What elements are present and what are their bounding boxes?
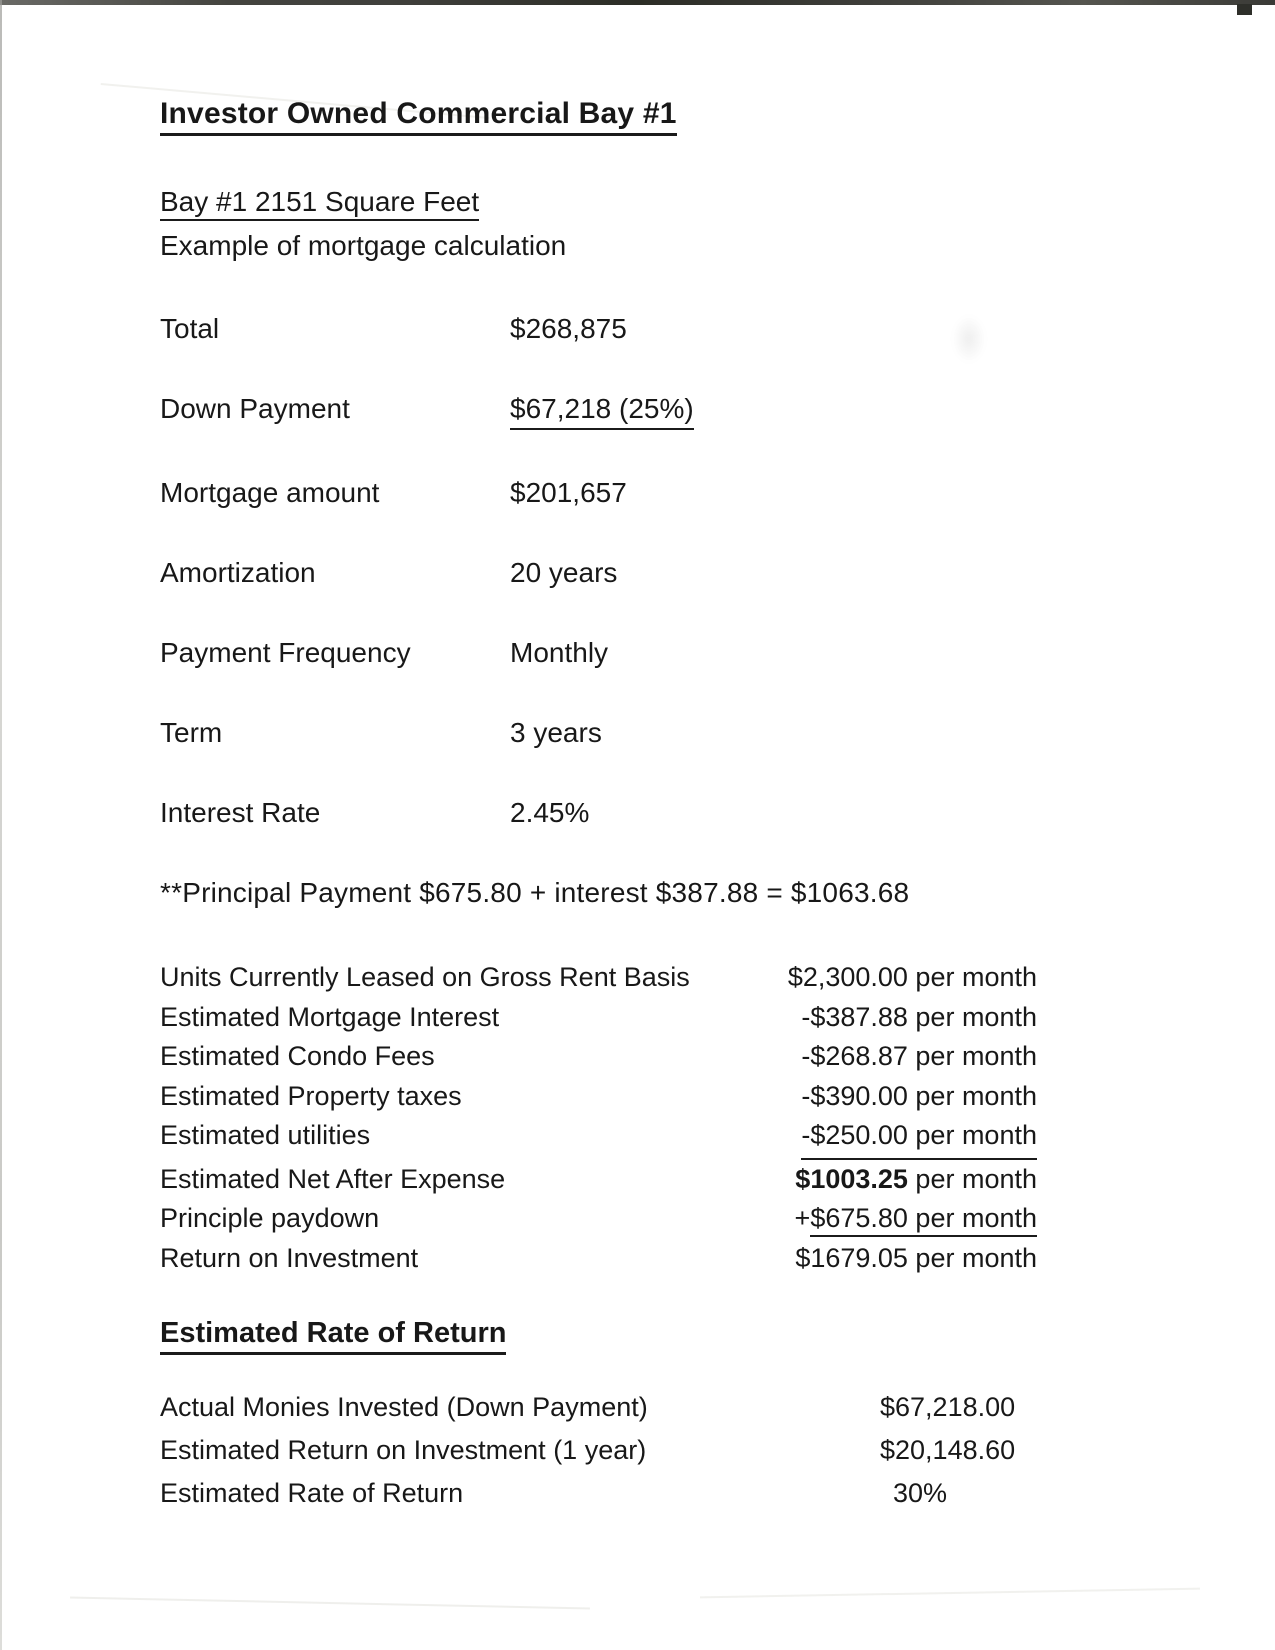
row-label: Total	[160, 313, 220, 344]
scan-artifact-line	[70, 1597, 590, 1610]
row-value: -$268.87 per month	[801, 1041, 1037, 1071]
row-value: $268,875	[510, 313, 627, 344]
row-value	[795, 1199, 1037, 1239]
document-title-line	[160, 96, 1120, 132]
example-caption: Example of mortgage calculation	[160, 230, 567, 261]
table-row	[160, 1429, 1040, 1472]
scan-artifact-corner-mark	[1237, 4, 1252, 15]
net-after-expense-unit: per month	[907, 1163, 1037, 1194]
plus-prefix: +	[794, 1203, 811, 1233]
row-label: Estimated Condo Fees	[160, 1041, 435, 1071]
row-label: Down Payment	[160, 393, 350, 424]
row-label: Actual Monies Invested (Down Payment)	[160, 1392, 648, 1422]
table-row	[160, 1116, 1037, 1160]
rate-of-return-heading: Estimated Rate of Return	[160, 1317, 506, 1355]
document-content	[160, 96, 1120, 1515]
row-label: Return on Investment	[160, 1242, 419, 1273]
row-value: $20,148.60	[880, 1435, 1016, 1465]
row-label: Units Currently Leased on Gross Rent Basis	[160, 962, 690, 992]
row-value	[795, 1160, 1037, 1200]
row-label: Interest Rate	[160, 797, 321, 828]
row-label: Estimated Return on Investment (1 year)	[160, 1435, 647, 1465]
table-row	[160, 1239, 1037, 1279]
table-row	[160, 556, 1120, 590]
table-row	[160, 392, 1120, 430]
table-row	[160, 958, 1037, 998]
row-label: Payment Frequency	[160, 637, 411, 668]
row-value: 30%	[893, 1478, 948, 1508]
scan-artifact-left-edge	[0, 0, 2, 1650]
table-row	[160, 716, 1120, 750]
rate-of-return-table	[160, 1386, 1040, 1515]
mortgage-table	[160, 312, 1120, 830]
table-row	[160, 1037, 1037, 1077]
row-value: 2.45%	[510, 797, 590, 828]
row-value: $201,657	[510, 477, 627, 508]
row-label: Estimated Net After Expense	[160, 1163, 506, 1194]
principle-paydown-amount: $675.80 per month	[810, 1203, 1037, 1237]
table-row	[160, 1077, 1037, 1117]
row-value: $67,218 (25%)	[510, 392, 694, 430]
rate-of-return-heading-line	[160, 1314, 1120, 1352]
table-row	[160, 1472, 1040, 1515]
row-label: Estimated utilities	[160, 1120, 371, 1150]
row-label: Amortization	[160, 557, 316, 588]
table-row	[160, 312, 1120, 346]
table-row	[160, 1386, 1040, 1429]
table-row	[160, 1160, 1037, 1200]
bay-subtitle-line	[160, 184, 1120, 220]
scan-artifact-line	[700, 1588, 1200, 1599]
row-value: $2,300.00 per month	[787, 962, 1037, 992]
row-value: -$390.00 per month	[801, 1080, 1037, 1111]
bay-subtitle: Bay #1 2151 Square Feet	[160, 186, 479, 221]
scan-artifact-top-edge	[0, 0, 1275, 5]
table-row	[160, 796, 1120, 830]
row-label: Estimated Rate of Return	[160, 1478, 464, 1508]
net-after-expense-amount: $1003.25	[795, 1163, 908, 1194]
row-value: 3 years	[510, 717, 602, 748]
row-value: 20 years	[510, 557, 618, 588]
cashflow-table	[160, 958, 1037, 1278]
row-value: Monthly	[510, 637, 609, 668]
table-row	[160, 998, 1037, 1038]
table-row	[160, 1199, 1037, 1239]
row-label: Mortgage amount	[160, 477, 380, 508]
row-value: -$387.88 per month	[801, 1001, 1037, 1032]
table-row	[160, 476, 1120, 510]
row-value: -$250.00 per month	[801, 1116, 1037, 1160]
row-label: Estimated Mortgage Interest	[160, 1001, 500, 1032]
row-value: $1679.05 per month	[795, 1242, 1037, 1273]
row-label: Term	[160, 717, 223, 748]
row-label: Estimated Property taxes	[160, 1080, 462, 1111]
principal-payment-note: **Principal Payment $675.80 + interest $387.88 = $1063.68	[160, 877, 910, 908]
row-value: $67,218.00	[880, 1392, 1016, 1422]
row-label: Principle paydown	[160, 1203, 380, 1233]
table-row	[160, 636, 1120, 670]
document-title: Investor Owned Commercial Bay #1	[160, 97, 677, 136]
